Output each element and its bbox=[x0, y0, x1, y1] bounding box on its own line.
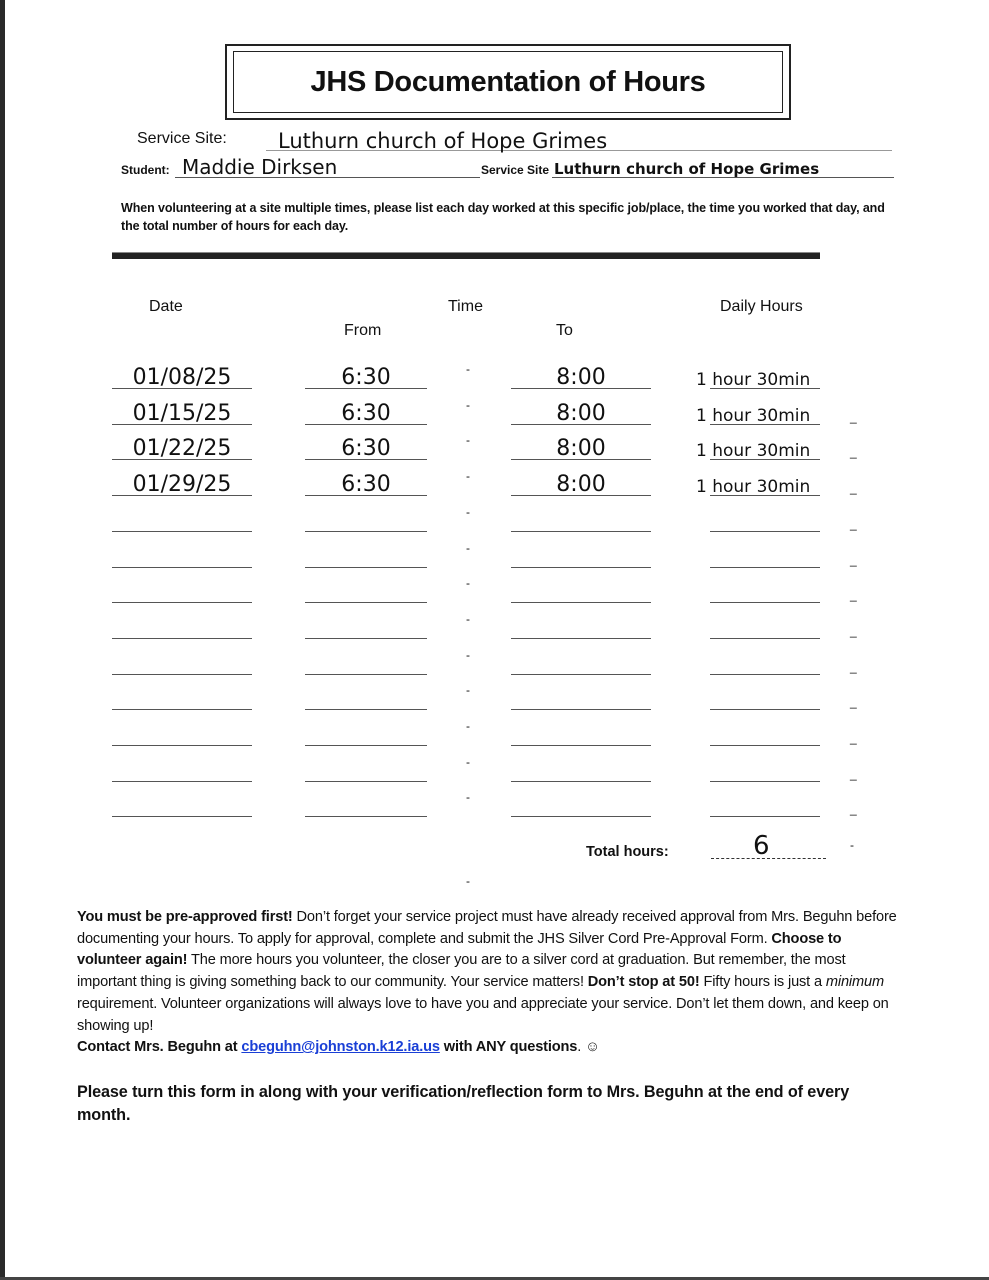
para-italic: minimum bbox=[825, 974, 884, 991]
row-2-daily-field[interactable] bbox=[696, 404, 820, 426]
row-3-date-value: 01/22/25 bbox=[132, 436, 232, 462]
time-separator: - bbox=[466, 540, 470, 555]
row-9-daily-field[interactable] bbox=[710, 654, 820, 675]
time-separator: - bbox=[466, 611, 470, 626]
col-date: Date bbox=[149, 298, 183, 315]
row-3-to-field[interactable] bbox=[511, 436, 651, 462]
stray-mark: _ bbox=[850, 731, 857, 745]
stray-mark: _ bbox=[850, 623, 857, 638]
row-3-from-field[interactable] bbox=[305, 436, 427, 462]
time-separator: - bbox=[466, 504, 470, 519]
row-13-date-field[interactable] bbox=[112, 796, 252, 817]
row-9-from-field[interactable] bbox=[305, 654, 427, 675]
time-separator: - bbox=[466, 469, 470, 484]
row-3-from-value: 6:30 bbox=[341, 436, 391, 462]
row-1-to-value: 8:00 bbox=[556, 365, 606, 390]
service-site-label: Service Site: bbox=[137, 130, 227, 147]
row-6-from-field[interactable] bbox=[305, 547, 427, 568]
row-13-to-field[interactable] bbox=[511, 796, 651, 817]
row-5-to-field[interactable] bbox=[511, 511, 651, 532]
row-2-date-field[interactable] bbox=[112, 400, 252, 426]
row-1-date-value: 01/08/25 bbox=[132, 365, 232, 390]
instructions: When volunteering at a site multiple times, please list each day worked at this specific job/place, the time you worked that day, and the total number of hours for each day. bbox=[121, 201, 885, 233]
time-separator: - bbox=[466, 433, 470, 448]
para-text: The more hours you volunteer, the closer you are to a silver cord at graduation. But remember, the most important thing is giving something back to our community. Your service matters! bbox=[77, 952, 846, 991]
row-13-daily-field[interactable] bbox=[710, 796, 820, 817]
time-separator: - bbox=[466, 683, 470, 698]
row-2-from-field[interactable] bbox=[305, 400, 427, 426]
row-6-date-field[interactable] bbox=[112, 547, 252, 568]
para-text: Fifty hours is just a bbox=[699, 974, 826, 991]
service-site2-label: Service Site bbox=[481, 163, 550, 177]
row-5-from-field[interactable] bbox=[305, 511, 427, 532]
contact-text: Contact Mrs. Beguhn at bbox=[77, 1039, 242, 1056]
stray-mark: - bbox=[466, 874, 470, 888]
row-7-daily-field[interactable] bbox=[710, 582, 820, 603]
row-4-daily-value: 1 hour 30min bbox=[696, 477, 811, 498]
final-note: Please turn this form in along with your verification/reflection form to Mrs. Beguhn at the end of every month. bbox=[77, 1082, 850, 1124]
row-5-date-field[interactable] bbox=[112, 511, 252, 532]
row-10-from-field[interactable] bbox=[305, 689, 427, 710]
row-4-to-value: 8:00 bbox=[556, 472, 606, 498]
row-2-from-value: 6:30 bbox=[341, 400, 391, 426]
time-separator: - bbox=[466, 719, 470, 733]
row-1-from-field[interactable] bbox=[305, 365, 427, 390]
row-3-date-field[interactable] bbox=[112, 436, 252, 462]
stray-mark: _ bbox=[850, 481, 857, 496]
stray-mark: _ bbox=[850, 552, 857, 567]
stray-mark: _ bbox=[850, 766, 857, 781]
row-6-daily-field[interactable] bbox=[710, 547, 820, 568]
row-8-date-field[interactable] bbox=[112, 618, 252, 639]
row-9-date-field[interactable] bbox=[112, 654, 252, 675]
row-8-daily-field[interactable] bbox=[710, 618, 820, 639]
row-2-daily-value: 1 hour 30min bbox=[696, 405, 811, 426]
row-3-to-value: 8:00 bbox=[556, 436, 606, 462]
time-separator: - bbox=[466, 647, 470, 662]
page-left-edge bbox=[0, 0, 5, 1280]
dont-stop-note: Don’t stop at 50! bbox=[587, 974, 700, 991]
row-12-from-field[interactable] bbox=[305, 761, 427, 782]
stray-mark: _ bbox=[850, 409, 857, 424]
col-to: To bbox=[556, 322, 573, 339]
row-3-daily-value: 1 hour 30min bbox=[696, 441, 811, 462]
col-time: Time bbox=[448, 298, 483, 315]
row-6-to-field[interactable] bbox=[511, 547, 651, 568]
student-label: Student: bbox=[121, 163, 170, 177]
row-5-daily-field[interactable] bbox=[710, 511, 820, 532]
row-10-daily-field[interactable] bbox=[710, 689, 820, 710]
row-11-to-field[interactable] bbox=[511, 725, 651, 746]
row-12-daily-field[interactable] bbox=[710, 761, 820, 782]
row-1-to-field[interactable] bbox=[511, 365, 651, 390]
row-12-date-field[interactable] bbox=[112, 761, 252, 782]
row-7-to-field[interactable] bbox=[511, 582, 651, 603]
contact-text-end: with ANY questions bbox=[439, 1039, 578, 1056]
row-1-date-field[interactable] bbox=[112, 365, 252, 390]
row-4-daily-field[interactable] bbox=[696, 475, 820, 498]
row-10-to-field[interactable] bbox=[511, 689, 651, 710]
student-field bbox=[175, 155, 480, 178]
service-site-value: Luthurn church of Hope Grimes bbox=[278, 129, 608, 153]
row-2-to-value: 8:00 bbox=[556, 400, 606, 426]
time-separator: - bbox=[466, 362, 470, 376]
row-3-daily-field[interactable] bbox=[696, 439, 820, 462]
row-1-daily-field[interactable] bbox=[696, 368, 820, 390]
row-1-daily-value: 1 hour 30min bbox=[696, 370, 811, 390]
row-4-from-field[interactable] bbox=[305, 472, 427, 498]
row-7-from-field[interactable] bbox=[305, 582, 427, 603]
row-13-from-field[interactable] bbox=[305, 796, 427, 817]
col-from: From bbox=[344, 322, 382, 339]
divider bbox=[112, 252, 820, 259]
volunteer-again-note: Choose to volunteer again! bbox=[77, 930, 842, 969]
time-separator: - bbox=[466, 790, 470, 805]
col-daily-hours: Daily Hours bbox=[720, 298, 803, 315]
para-text: Don’t forget your service project must have already received approval from Mrs. Beguhn before documenting your hours. To apply for approval, complete and submit the JHS Silver Cord Pre-Approval Form. bbox=[77, 909, 897, 947]
row-8-to-field[interactable] bbox=[511, 618, 651, 639]
title-box bbox=[225, 44, 791, 120]
stray-mark: _ bbox=[850, 516, 857, 531]
row-10-date-field[interactable] bbox=[112, 689, 252, 710]
page-title: JHS Documentation of Hours bbox=[233, 51, 783, 113]
bottom-section bbox=[77, 907, 897, 1127]
row-4-date-field[interactable] bbox=[112, 472, 252, 498]
stray-mark: _ bbox=[850, 588, 857, 603]
row-9-to-field[interactable] bbox=[511, 654, 651, 675]
row-11-from-field[interactable] bbox=[305, 725, 427, 746]
service-site2-value: Luthurn church of Hope Grimes bbox=[554, 160, 820, 178]
row-2-date-value: 01/15/25 bbox=[132, 400, 232, 426]
row-7-date-field[interactable] bbox=[112, 582, 252, 603]
para-text: requirement. Volunteer organizations will always love to have you and appreciate your service. Don’t let them down, and keep on showing up! bbox=[77, 995, 889, 1034]
row-4-date-value: 01/29/25 bbox=[132, 472, 232, 498]
row-2-to-field[interactable] bbox=[511, 400, 651, 426]
row-4-to-field[interactable] bbox=[511, 472, 651, 498]
row-11-daily-field[interactable] bbox=[710, 725, 820, 746]
row-1-from-value: 6:30 bbox=[341, 365, 391, 390]
time-separator: - bbox=[466, 754, 470, 769]
row-4-from-value: 6:30 bbox=[341, 472, 391, 498]
stray-mark: _ bbox=[850, 802, 857, 817]
row-12-to-field[interactable] bbox=[511, 761, 651, 782]
smiley: . ☺ bbox=[577, 1039, 600, 1056]
info-paragraph bbox=[77, 907, 897, 1059]
time-separator: - bbox=[466, 576, 470, 591]
stray-mark: _ bbox=[850, 659, 857, 674]
row-8-from-field[interactable] bbox=[305, 618, 427, 639]
total-hours-field bbox=[711, 831, 826, 861]
time-separator: - bbox=[466, 397, 470, 412]
total-hours-value: 6 bbox=[753, 831, 770, 861]
row-11-date-field[interactable] bbox=[112, 725, 252, 746]
service-site-field bbox=[266, 128, 892, 151]
service-site2-field bbox=[552, 155, 894, 178]
stray-mark: _ bbox=[850, 695, 857, 710]
student-value: Maddie Dirksen bbox=[182, 155, 338, 179]
total-hours-label: Total hours: bbox=[586, 844, 669, 860]
stray-mark: _ bbox=[850, 445, 857, 460]
email-link[interactable]: cbeguhn@johnston.k12.ia.us bbox=[241, 1039, 440, 1056]
stray-mark: - bbox=[850, 838, 854, 852]
preapproved-note: You must be pre-approved first! bbox=[77, 909, 293, 925]
